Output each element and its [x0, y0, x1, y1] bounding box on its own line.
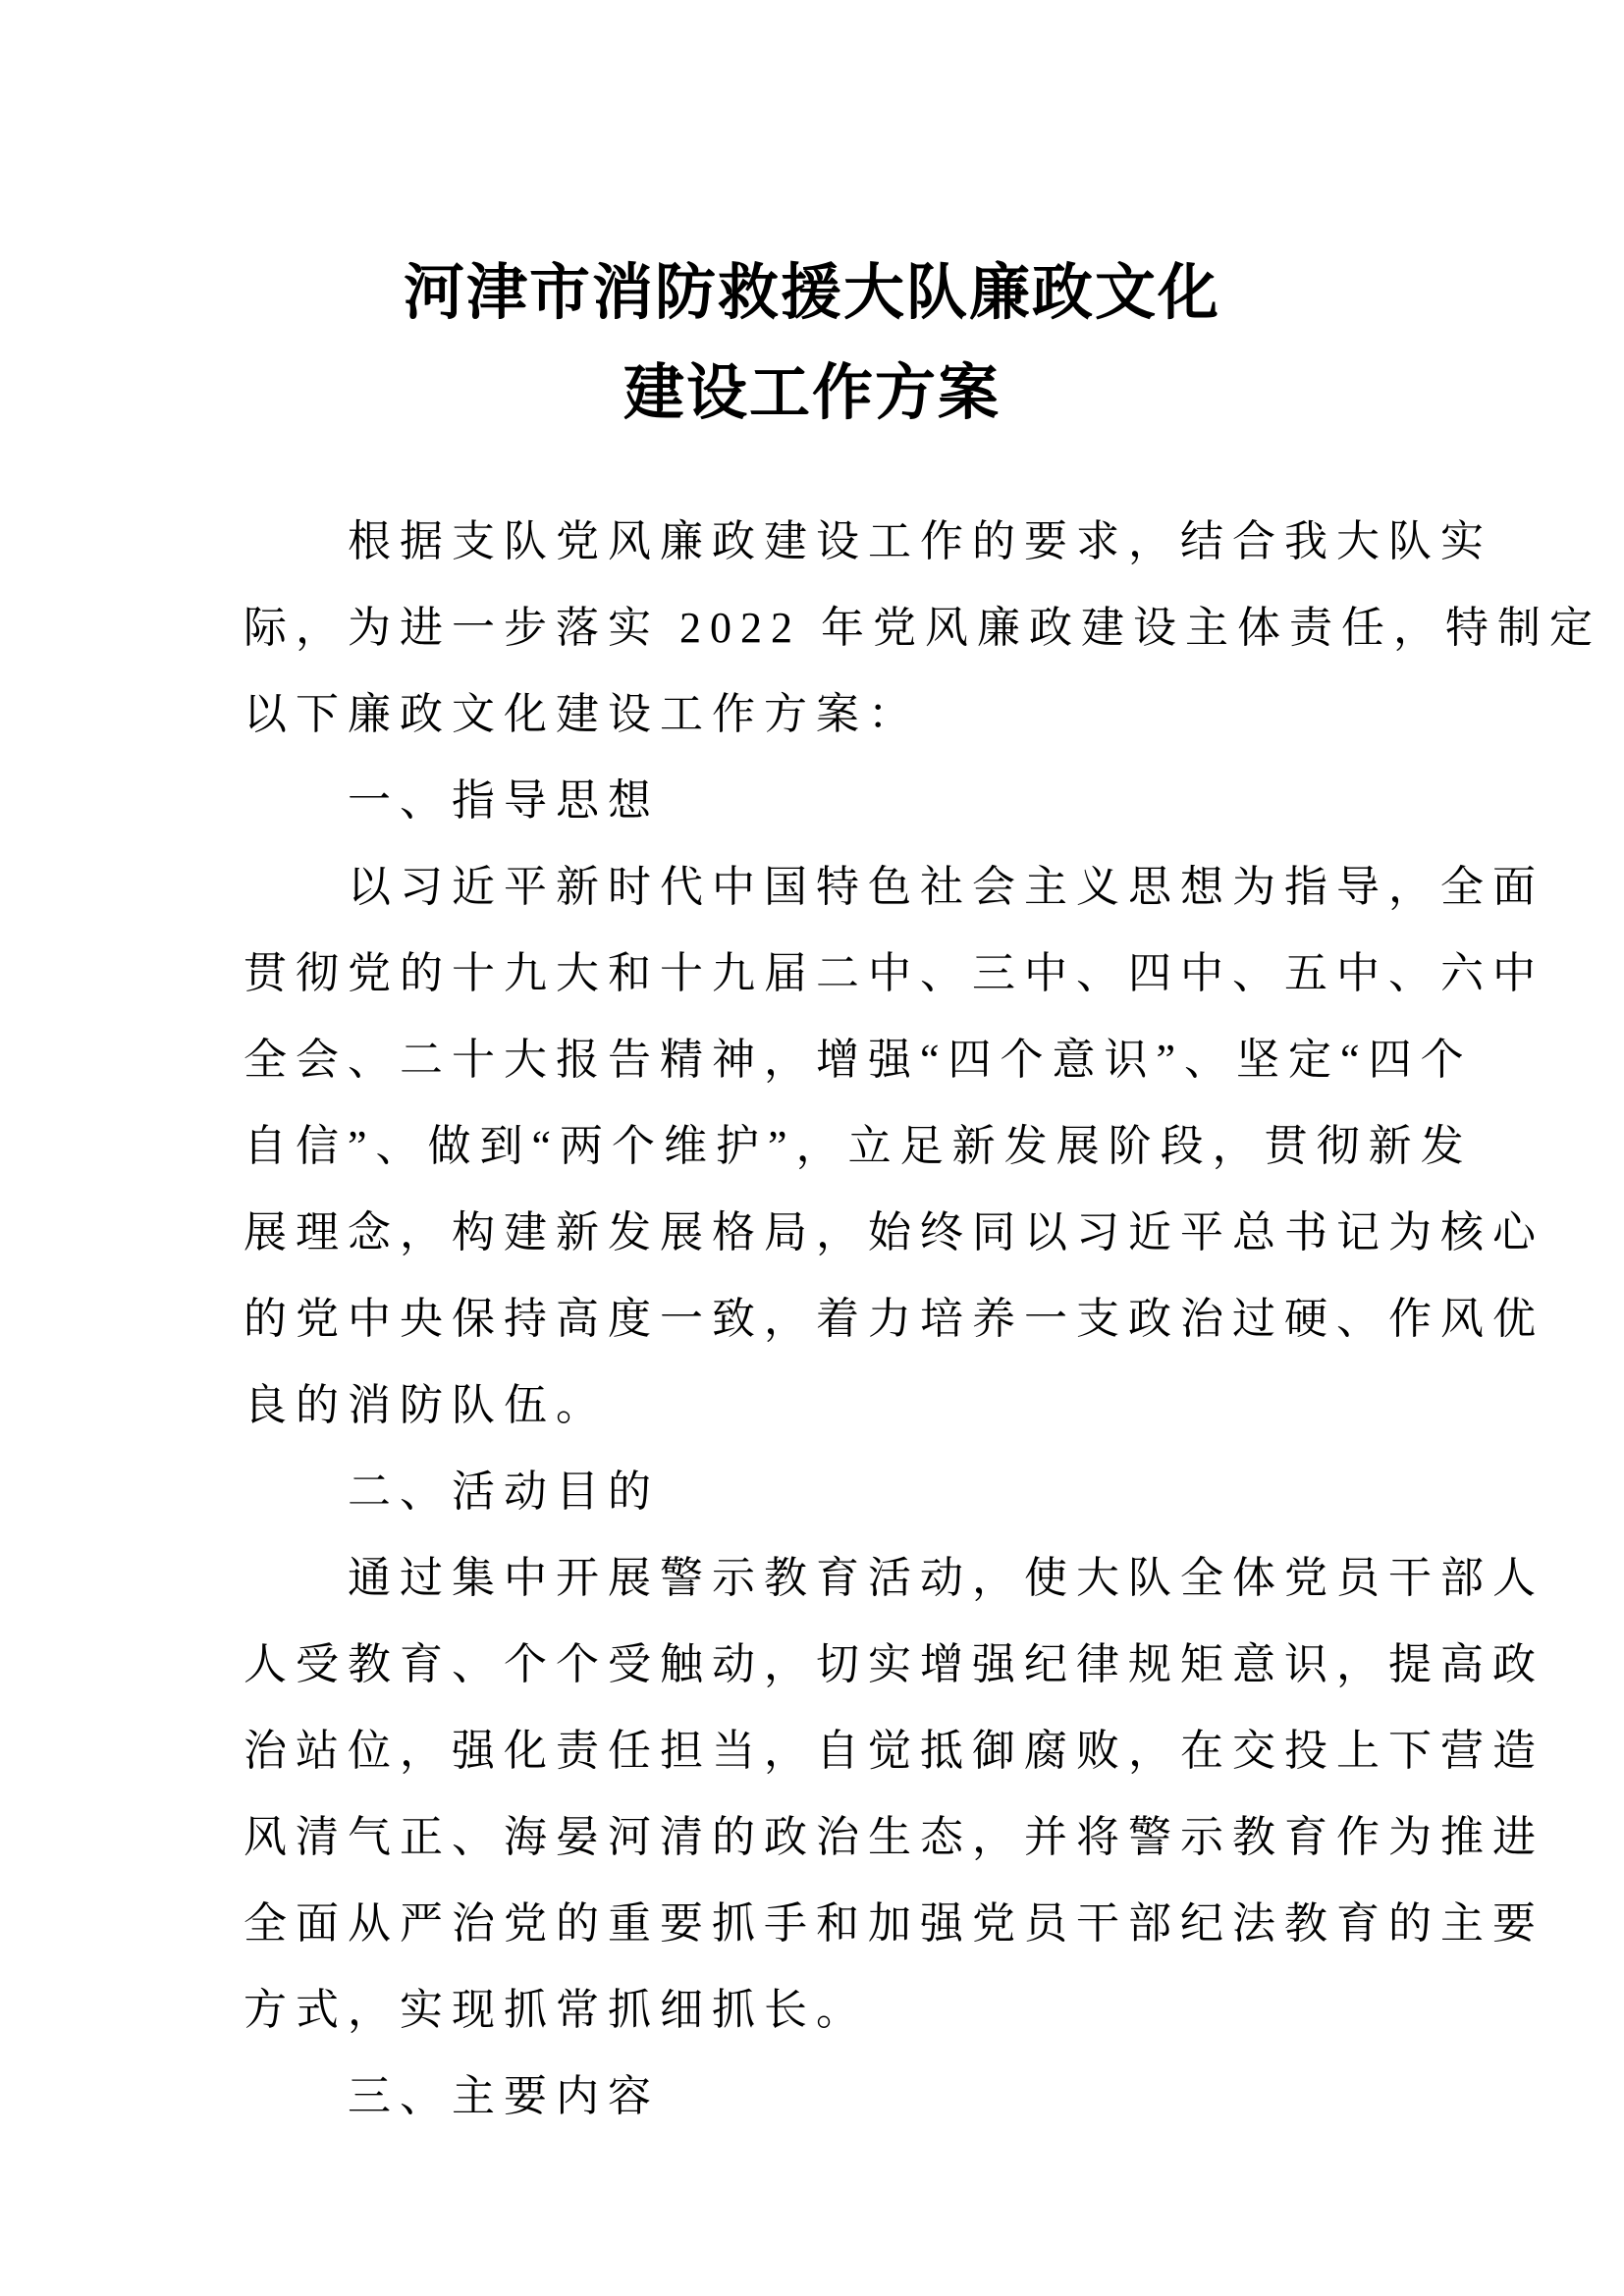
title-line-1: 河津市消防救援大队廉政文化	[403, 260, 1220, 327]
body-line: 治站位，强化责任担当，自觉抵御腐败，在交投上下营造	[244, 1727, 1544, 1775]
title-line-2: 建设工作方案	[623, 360, 1001, 427]
section-heading: 三、主要内容	[348, 2072, 660, 2120]
document-title	[244, 243, 1380, 473]
body-line: 际，为进一步落实 2022 年党风廉政建设主体责任，特制定	[244, 604, 1601, 652]
body-line: 自信”、做到“两个维护”，立足新发展阶段，贯彻新发	[244, 1122, 1473, 1170]
body-line: 全会、二十大报告精神，增强“四个意识”、坚定“四个	[244, 1036, 1473, 1084]
body-line: 通过集中开展警示教育活动，使大队全体党员干部人	[348, 1554, 1544, 1602]
body-line: 方式，实现抓常抓细抓长。	[244, 1986, 868, 2034]
body-line: 良的消防队伍。	[244, 1381, 608, 1429]
body-line: 贯彻党的十九大和十九届二中、三中、四中、五中、六中	[244, 949, 1544, 997]
body-line: 以下廉政文化建设工作方案：	[244, 690, 920, 738]
body-line: 根据支队党风廉政建设工作的要求，结合我大队实	[348, 517, 1492, 565]
section-heading: 二、活动目的	[348, 1468, 660, 1516]
body-line: 以习近平新时代中国特色社会主义思想为指导，全面	[348, 863, 1544, 911]
section-heading: 一、指导思想	[348, 776, 660, 825]
body-line: 展理念，构建新发展格局，始终同以习近平总书记为核心	[244, 1208, 1544, 1256]
body-line: 人受教育、个个受触动，切实增强纪律规矩意识，提高政	[244, 1640, 1544, 1688]
body-line: 风清气正、海晏河清的政治生态，并将警示教育作为推进	[244, 1813, 1544, 1861]
body-line: 的党中央保持高度一致，着力培养一支政治过硬、作风优	[244, 1295, 1544, 1343]
document-body	[244, 499, 1601, 2140]
body-line: 全面从严治党的重要抓手和加强党员干部纪法教育的主要	[244, 1899, 1544, 1948]
